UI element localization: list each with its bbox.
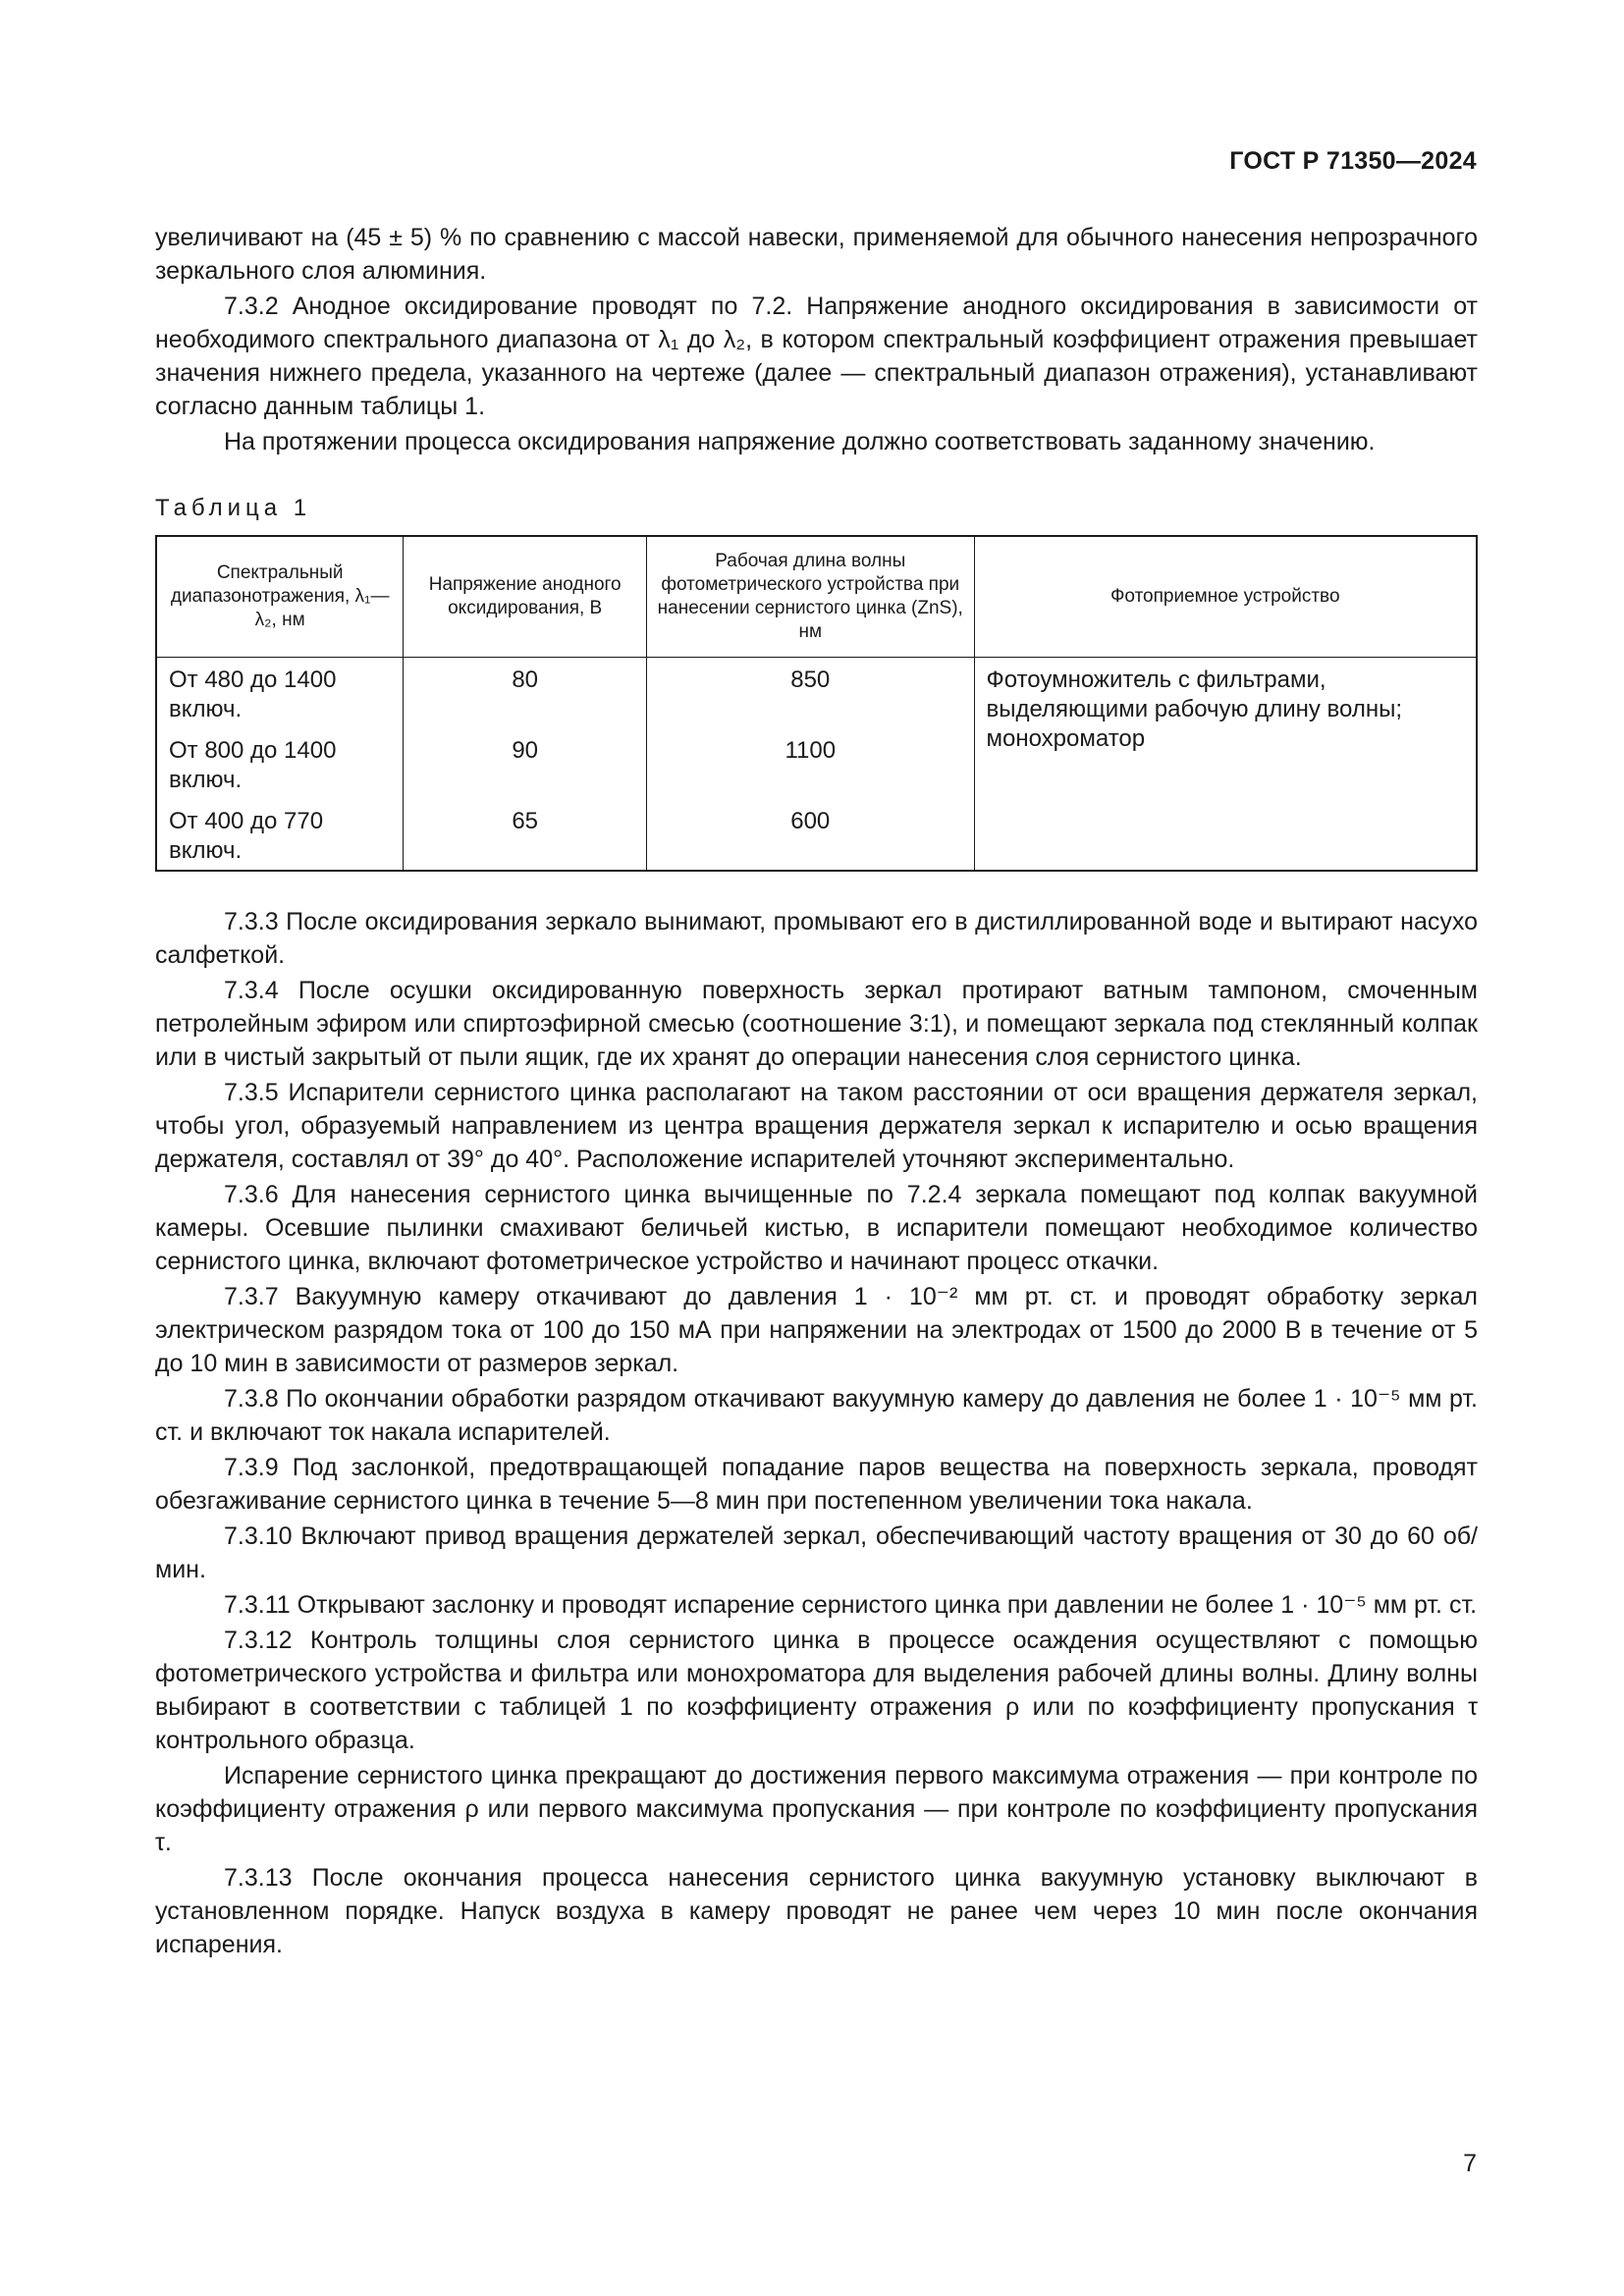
cell-range: От 400 до 770 включ. [156,799,404,871]
table-caption: Таблица 1 [155,495,312,521]
header-spectral-range: Спектральный диапазонотражения, λ₁—λ₂, нм [156,536,404,658]
table-1 [155,535,1478,872]
cell-wavelength: 850 [647,658,974,729]
cell-wavelength: 600 [647,799,974,871]
paragraph-7-3-12: 7.3.12 Контроль толщины слоя сернистого цинка в процессе осаждения осуществляют с помощью фотометрического устройства и фильтра или монохроматора для выделения рабочей длины волны. Длину волны выбирают в соответствии с таблицей 1 по коэффициенту отражения ρ или по коэффициенту пропускания τ контрольного образца. [155,1627,1478,1754]
paragraph-voltage-note: На протяжении процесса оксидирования напряжение должно соответствовать заданному значению. [224,428,1376,455]
paragraph-7-3-13: 7.3.13 После окончания процесса нанесения сернистого цинка вакуумную установку выключают в установленном порядке. Напуск воздуха в камеру проводят не ранее чем через 10 мин после окончания испарения. [155,1864,1478,1958]
cell-range: От 480 до 1400 включ. [156,658,404,729]
paragraph-continued: увеличивают на (45 ± 5) % по сравнению с массой навески, применяемой для обычного нанесения непрозрачного зеркального слоя алюминия. [155,224,1478,285]
cell-wavelength: 1100 [647,728,974,799]
paragraph-7-3-5: 7.3.5 Испарители сернистого цинка располагают на таком расстоянии от оси вращения держателя зеркал, чтобы угол, образуемый направлением из центра вращения держателя зеркал к испарителю и осью вращения держателя, составлял от 39° до 40°. Расположение испарителей уточняют экспериментально. [155,1079,1478,1173]
paragraph-7-3-6: 7.3.6 Для нанесения сернистого цинка вычищенные по 7.2.4 зеркала помещают под колпак вакуумной камеры. Осевшие пылинки смахивают беличьей кистью, в испарители помещают необходимое количество сернистого цинка, включают фотометрическое устройство и начинают процесс откачки. [155,1181,1478,1275]
paragraph-7-3-11: 7.3.11 Открывают заслонку и проводят испарение сернистого цинка при давлении не более 1 · 10⁻⁵ мм рт. ст. [224,1591,1478,1619]
header-device: Фотоприемное устройство [974,536,1477,658]
paragraph-evaporation-stop: Испарение сернистого цинка прекращают до достижения первого максимума отражения — при контроле по коэффициенту отражения ρ или первого максимума пропускания — при контроле по коэффициенту пропускания τ. [155,1762,1478,1856]
paragraph-7-3-2: 7.3.2 Анодное оксидирование проводят по 7.2. Напряжение анодного оксидирования в зависимости от необходимого спектрального диапазона от λ₁ до λ₂, в котором спектральный коэффициент отражения превышает значения нижнего предела, указанного на чертеже (далее — спектральный диапазон отражения), устанавливают согласно данным таблицы 1. [155,293,1478,420]
paragraph-7-3-10: 7.3.10 Включают привод вращения держателей зеркал, обеспечивающий частоту вращения от 30 до 60 об/мин. [155,1522,1478,1583]
header-voltage: Напряжение анодного оксидирования, В [404,536,647,658]
cell-range: От 800 до 1400 включ. [156,728,404,799]
cell-voltage: 80 [404,658,647,729]
page-number: 7 [1463,2150,1477,2177]
paragraph-7-3-4: 7.3.4 После осушки оксидированную поверхность зеркал протирают ватным тампоном, смоченным петролейным эфиром или спиртоэфирной смесью (соотношение 3:1), и помещают зеркала под стеклянный колпак или в чистый закрытый от пыли ящик, где их хранят до операции нанесения слоя сернистого цинка. [155,977,1478,1071]
paragraph-7-3-7: 7.3.7 Вакуумную камеру откачивают до давления 1 · 10⁻² мм рт. ст. и проводят обработку зеркал электрическом разрядом тока от 100 до 150 мА при напряжении на электродах от 1500 до 2000 В в течение от 5 до 10 мин в зависимости от размеров зеркал. [155,1283,1478,1377]
cell-voltage: 65 [404,799,647,871]
cell-voltage: 90 [404,728,647,799]
table-header-row [156,536,1477,658]
body-text [155,221,1478,1961]
paragraph-7-3-9: 7.3.9 Под заслонкой, предотвращающей попадание паров вещества на поверхность зеркала, проводят обезгаживание сернистого цинка в течение 5—8 мин при постепенном увеличении тока накала. [155,1454,1478,1515]
paragraph-7-3-8: 7.3.8 По окончании обработки разрядом откачивают вакуумную камеру до давления не более 1 · 10⁻⁵ мм рт. ст. и включают ток накала испарителей. [155,1385,1478,1446]
cell-device: Фотоумножитель с фильтрами, выделяющими рабочую длину волны; монохроматор [974,658,1477,872]
header-wavelength: Рабочая длина волны фотометрического устройства при нанесении сернистого цинка (ZnS), нм [647,536,974,658]
document-id: ГОСТ Р 71350—2024 [1229,147,1477,175]
paragraphs-after-table [155,905,1478,1961]
paragraph-7-3-3: 7.3.3 После оксидирования зеркало вынимают, промывают его в дистиллированной воде и вытирают насухо салфеткой. [155,908,1478,969]
table-row [156,658,1477,729]
